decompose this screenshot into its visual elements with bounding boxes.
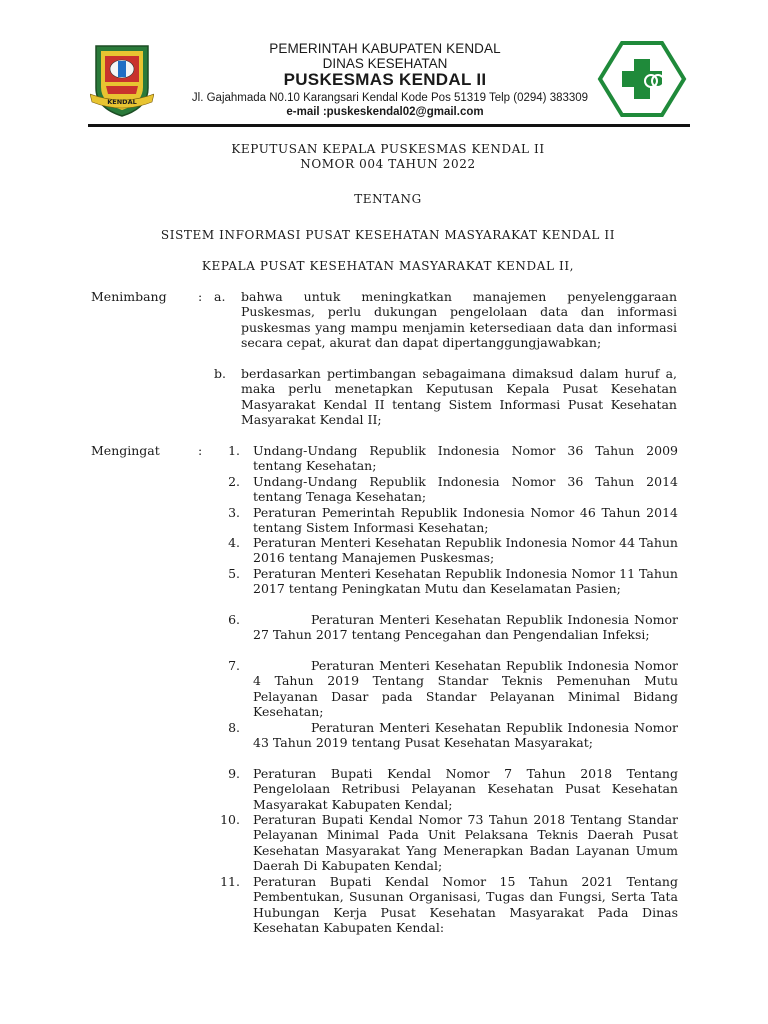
decree-issuer: KEPALA PUSAT KESEHATAN MASYARAKAT KENDAL II,	[201, 259, 575, 273]
mengingat-number: 3.	[228, 505, 240, 520]
decree-subject: SISTEM INFORMASI PUSAT KESEHATAN MASYARAKAT KENDAL II	[160, 228, 616, 242]
mengingat-item: Peraturan Menteri Kesehatan Republik Indonesia Nomor 4 Tahun 2019 Tentang Standar Teknis Pemenuhan Mutu Pelayanan Dasar pada Standar Pelayanan Minimal Bidang Kesehatan;	[253, 658, 678, 719]
mengingat-number: 4.	[228, 535, 240, 550]
letterhead-email: e-mail :puskeskendal02@gmail.com	[286, 106, 484, 118]
menimbang-mark: b.	[214, 366, 226, 381]
mengingat-item: Peraturan Bupati Kendal Nomor 15 Tahun 2021 Tentang Pembentukan, Susunan Organisasi, Tugas dan Fungsi, Serta Tata Hubungan Kerja Pusat Kesehatan Masyarakat Pada Dinas Kesehatan Kabupaten Kendal:	[253, 874, 678, 935]
menimbang-colon: :	[198, 289, 203, 304]
mengingat-number: 5.	[228, 566, 240, 581]
menimbang-mark: a.	[214, 289, 226, 304]
letterhead-government: PEMERINTAH KABUPATEN KENDAL	[269, 41, 501, 56]
mengingat-label: Mengingat	[91, 443, 160, 458]
decree-number: NOMOR 004 TAHUN 2022	[300, 157, 476, 171]
mengingat-item: Undang-Undang Republik Indonesia Nomor 36 Tahun 2014 tentang Tenaga Kesehatan;	[253, 474, 678, 505]
mengingat-number: 6.	[228, 612, 240, 627]
mengingat-colon: :	[198, 443, 203, 458]
mengingat-number: 2.	[228, 474, 240, 489]
kendal-crest-logo	[90, 42, 154, 118]
letterhead-divider	[88, 124, 690, 127]
mengingat-item: Undang-Undang Republik Indonesia Nomor 36 Tahun 2009 tentang Kesehatan;	[253, 443, 678, 474]
mengingat-number: 10.	[220, 812, 240, 827]
mengingat-number: 8.	[228, 720, 240, 735]
mengingat-number: 9.	[228, 766, 240, 781]
menimbang-text: bahwa untuk meningkatkan manajemen penyelenggaraan Puskesmas, perlu dukungan pengelolaan data dan informasi puskesmas yang mampu menjamin ketersediaan data dan informasi secara cepat, akurat dan dapat dipertanggungjawabkan;	[241, 289, 677, 350]
menimbang-label: Menimbang	[91, 289, 167, 304]
mengingat-number: 11.	[220, 874, 240, 889]
decree-title: KEPUTUSAN KEPALA PUSKESMAS KENDAL II	[231, 142, 545, 156]
mengingat-item: Peraturan Pemerintah Republik Indonesia Nomor 46 Tahun 2014 tentang Sistem Informasi Kesehatan;	[253, 505, 678, 536]
mengingat-item: Peraturan Menteri Kesehatan Republik Indonesia Nomor 44 Tahun 2016 tentang Manajemen Puskesmas;	[253, 535, 678, 566]
letterhead-department: DINAS KESEHATAN	[322, 56, 448, 71]
mengingat-item: Peraturan Menteri Kesehatan Republik Indonesia Nomor 43 Tahun 2019 tentang Pusat Kesehatan Masyarakat;	[253, 720, 678, 751]
svg-text:KENDAL: KENDAL	[107, 98, 137, 106]
mengingat-number: 1.	[228, 443, 240, 458]
letterhead-institution: PUSKESMAS KENDAL II	[283, 70, 487, 89]
mengingat-number: 7.	[228, 658, 240, 673]
mengingat-item: Peraturan Menteri Kesehatan Republik Indonesia Nomor 27 Tahun 2017 tentang Pencegahan dan Pengendalian Infeksi;	[253, 612, 678, 643]
letterhead-address: Jl. Gajahmada N0.10 Karangsari Kendal Kode Pos 51319 Telp (0294) 383309	[191, 92, 589, 104]
decree-about: TENTANG	[354, 192, 422, 206]
mengingat-item: Peraturan Bupati Kendal Nomor 7 Tahun 2018 Tentang Pengelolaan Retribusi Pelayanan Kesehatan Pusat Kesehatan Masyarakat Kabupaten Kendal;	[253, 766, 678, 812]
mengingat-item: Peraturan Bupati Kendal Nomor 73 Tahun 2018 Tentang Standar Pelayanan Minimal Pada Unit Pelaksana Teknis Daerah Pusat Kesehatan Masyarakat Yang Menerapkan Badan Layanan Umum Daerah Di Kabupaten Kendal;	[253, 812, 678, 873]
mengingat-item: Peraturan Menteri Kesehatan Republik Indonesia Nomor 11 Tahun 2017 tentang Peningkatan Mutu dan Keselamatan Pasien;	[253, 566, 678, 597]
menimbang-text: berdasarkan pertimbangan sebagaimana dimaksud dalam huruf a, maka perlu menetapkan Keputusan Kepala Pusat Kesehatan Masyarakat Kendal II tentang Sistem Informasi Pusat Kesehatan Masyarakat Kendal II;	[241, 366, 677, 427]
